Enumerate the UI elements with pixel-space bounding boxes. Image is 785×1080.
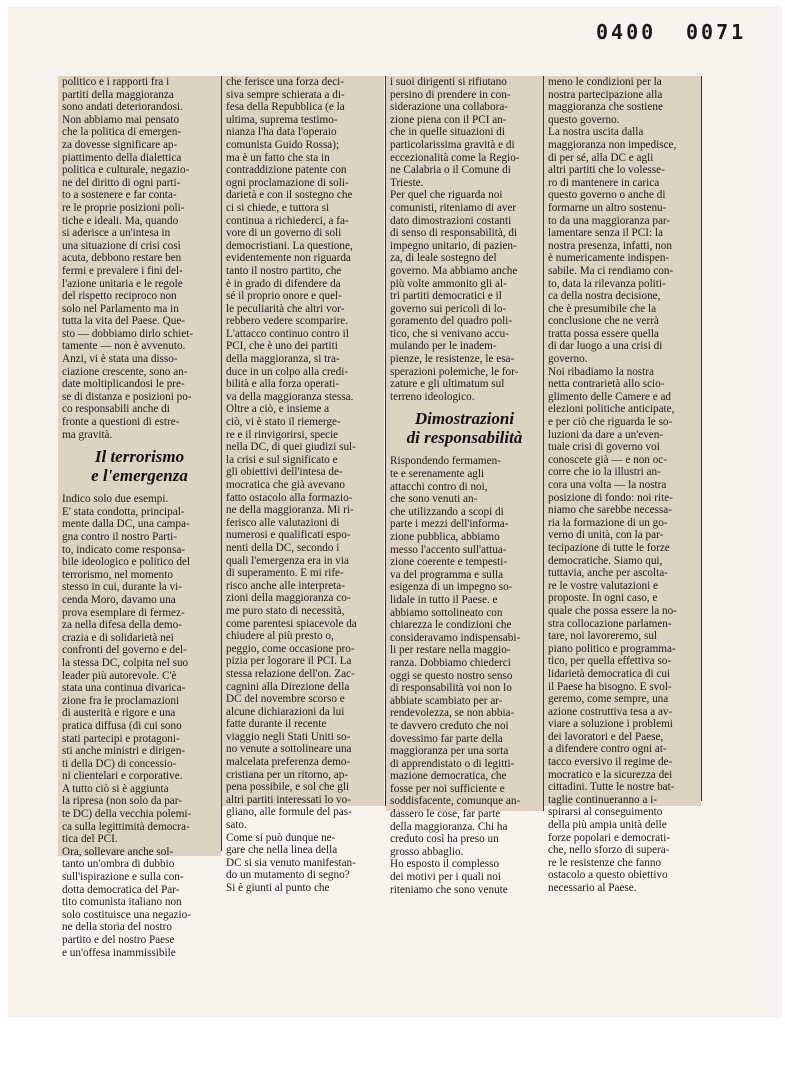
subheading-terrorismo: Il terrorismo e l'emergenza (91, 447, 188, 486)
column-4-text-1: meno le condizioni per la nostra partecipazione alla maggioranza che sostiene questo governo. La nostra uscita dalla maggioranza non impedisce, di per sé, alla DC e agli altri partiti che lo volesse- ro di mantenere in carica questo governo o anche di formarne un altro sostenu- to da una maggioranza par- lamentare senza il PCI: la nostra presenza, infatti, non è numericamente indispen- sabile. Ma ci rendiamo con- to, data la rilevanza politi- ca della nostra decisione, che è presumibile che la conclusione che ne verrà tratta possa essere quella di dar luogo a una crisi di governo. Noi ribadiamo la nostra netta contrarietà allo scio- glimento delle Camere e ad elezioni politiche anticipate, e per ciò che riguarda le so- luzioni da dare a un'even- tuale crisi di governo voi conoscete già — e non oc- corre che io la illustri an- cora una volta — la nostra posizione di fondo: noi rite- niamo che sarebbe necessa- ria la formazione di un go- verno di unità, con la par- tecipazione di tutte le forze democratiche. Siamo qui, tuttavia, anche per ascolta- re le vostre valutazioni e proposte. In ogni caso, e quale che possa essere la no- stra collocazione parlamen- tare, noi lavoreremo, sul piano politico e programma- tico, per quella effettiva so- lidarietà democratica di cui il Paese ha bisogno. E svol- geremo, come sempre, una azione costruttiva tesa a av- viare a soluzione i problemi dei lavoratori e del Paese, a difendere contro ogni at- tacco eversivo il regime de- mocratico e la sicurezza dei cittadini. Tutte le nostre bat- taglie continueranno a i- spirarsi al conseguimento della più ampia unità delle forze popolari e democrati- che, nello sforzo di supera- re le resistenze che fanno ostacolo a questo obiettivo necessario al Paese. (548, 76, 677, 894)
article-column-2 (222, 76, 384, 894)
column-divider (385, 76, 386, 806)
column-1-text-1: politico e i rapporti fra i partiti della maggioranza sono andati deteriorandosi. Non abbiamo mai pensato che la politica di emergen- za dovesse significare ap- piattimento della dialettica politica e culturale, negazio- ne del diritto di ogni parti- to a sostenere e far conta- re le proprie posizioni poli- tiche e ideali. Ma, quando si aderisce a un'intesa in una situazione di crisi così acuta, debbono restare ben fermi e prevalere i fini del- l'azione unitaria e le regole del rispetto reciproco non solo nel Parlamento ma in tutta la vita del Paese. Que- sto — dobbiamo dirlo schiet- tamente — non è avvenuto. Anzi, vi è stata una disso- ciazione crescente, sono an- date moltiplicandosi le pre- se di distanza e posizioni po- co responsabili anche di fronte a questioni di estre- ma gravità. (62, 76, 194, 441)
column-3-text-1: i suoi dirigenti si rifiutano persino di prendere in con- siderazione una collabora- zione piena con il PCI an- che in quelle situazioni di particolarissima gravità e di eccezionalità come la Regio- ne Calabria o il Comune di Trieste. Per quel che riguarda noi comunisti, riteniamo di aver dato dimostrazioni costanti di senso di responsabilità, di impegno unitario, di pazien- za, di leale sostegno del governo. Ma abbiamo anche più volte ammonito gli al- tri partiti democratici e il governo sui pericoli di lo- goramento del quadro poli- tico, che si venivano accu- mulando per le inadem- pienze, le resistenze, le esa- sperazioni polemiche, le for- zature e gli ultimatum sul terreno ideologico. (390, 76, 520, 403)
column-divider (221, 76, 222, 851)
column-divider (543, 76, 544, 811)
article-column-3 (386, 76, 543, 896)
column-divider (701, 76, 702, 801)
subheading-dimostrazioni: Dimostrazioni di responsabilità (406, 409, 523, 448)
column-1-text-2: Indico solo due esempi. E' stata condotta, principal- mente dalla DC, una campa- gna contro il nostro Parti- to, indicato come responsa- bile ideologico e politico del terrorismo, nel momento stesso in cui, durante la vi- cenda Moro, davamo una prova esemplare di fermez- za nella difesa della demo- crazia e di solidarietà nei confronti del governo e del- la stessa DC, colpita nel suo leader più autorevole. C'è stata una continua divarica- zione fra le proclamazioni di austerità e rigore e una pratica diffusa (di cui sono stati partecipi e protagoni- sti anche ministri e dirigen- ti della DC) di concessio- ni clientelari e corporative. A tutto ciò si è aggiunta la ripresa (non solo da par- te DC) della vecchia polemi- ca sulla legittimità democra- tica del PCI. Ora, sollevare anche sol- tanto un'ombra di dubbio sull'ispirazione e sulla con- dotta democratica del Par- tito comunista italiano non solo costituisce una negazio- ne della storia del nostro partito e del nostro Paese e un'offesa inammissibile (62, 493, 192, 959)
article-column-1 (58, 76, 221, 959)
archive-number-right: 0071 (686, 20, 747, 44)
archive-sheet (8, 6, 782, 1018)
article-column-4 (544, 76, 701, 894)
archive-number-left: 0400 (596, 20, 657, 44)
column-3-text-2: Rispondendo fermamen- te e serenamente agli attacchi contro di noi, che sono venuti an- che utilizzando a scopi di parte i mezzi dell'informa- zione pubblica, abbiamo messo l'accento sull'attua- zione coerente e tempesti- va del programma e sulla esigenza di un impegno so- lidale in tutto il Paese. e abbiamo sottolineato con chiarezza le condizioni che consideravamo indispensabi- li per restare nella maggio- ranza. Dobbiamo chiederci oggi se questo nostro senso di responsabilità voi non lo abbiate scambiato per ar- rendevolezza, se non abbia- te davvero creduto che noi dovessimo far parte della maggioranza per una sorta di apprendistato o di legitti- mazione democratica, che fosse per noi sufficiente e soddisfacente, comunque an- dassero le cose, far parte della maggioranza. Chi ha creduto così ha preso un grosso abbaglio. Ho esposto il complesso dei motivi per i quali noi riteniamo che sono venute (390, 455, 521, 896)
column-2-text-1: che ferisce una forza deci- siva sempre schierata a di- fesa della Repubblica (e la ultima, suprema testimo- nianza l'ha data l'operaio comunista Guido Rossa); ma è un fatto che sta in contraddizione patente con ogni proclamazione di soli- darietà e con il sostegno che ci si chiede, e tuttora si continua a richiederci, a fa- vore di un governo di soli democristiani. La questione, evidentemente non riguarda tanto il nostro partito, che è in grado di difendere da sé il proprio onore e quel- le peculiarità che altri vor- rebbero vedere scomparire. L'attacco continuo contro il PCI, che è uno dei partiti della maggioranza, si tra- duce in un colpo alla credi- bilità e alla forza operati- va della maggioranza stessa. Oltre a ciò, e insieme a ciò, vi è stato il riemerge- re e il rinvigorirsi, specie nella DC, di quei giudizi sul- la crisi e sul significato e gli obiettivi dell'intesa de- mocratica che già avevano fatto ostacolo alla formazio- ne della maggioranza. Mi ri- ferisco alle valutazioni di numerosi e qualificati espo- nenti della DC, secondo i quali l'emergenza era in via di superamento. E mi rife- risco anche alle interpreta- zioni della maggioranza co- me puro stato di necessità, come parentesi spiacevole da chiudere al più presto o, peggio, come occasione pro- pizia per logorare il PCI. La stessa relazione dell'on. Zac- cagnini alla Direzione della DC del novembre scorso e alcune dichiarazioni da lui fatte durante il recente viaggio negli Stati Uniti so- no venute a sottolineare una malcelata preferenza demo- cristiana per un ritorno, ap- pena possibile, e sol che gli altri partiti interessati lo vo- gliano, alle formule del pas- sato. Come si può dunque ne- gare che nella linea della DC si sia venuto manifestan- do un mutamento di segno? Si è giunti al punto che (226, 76, 357, 894)
